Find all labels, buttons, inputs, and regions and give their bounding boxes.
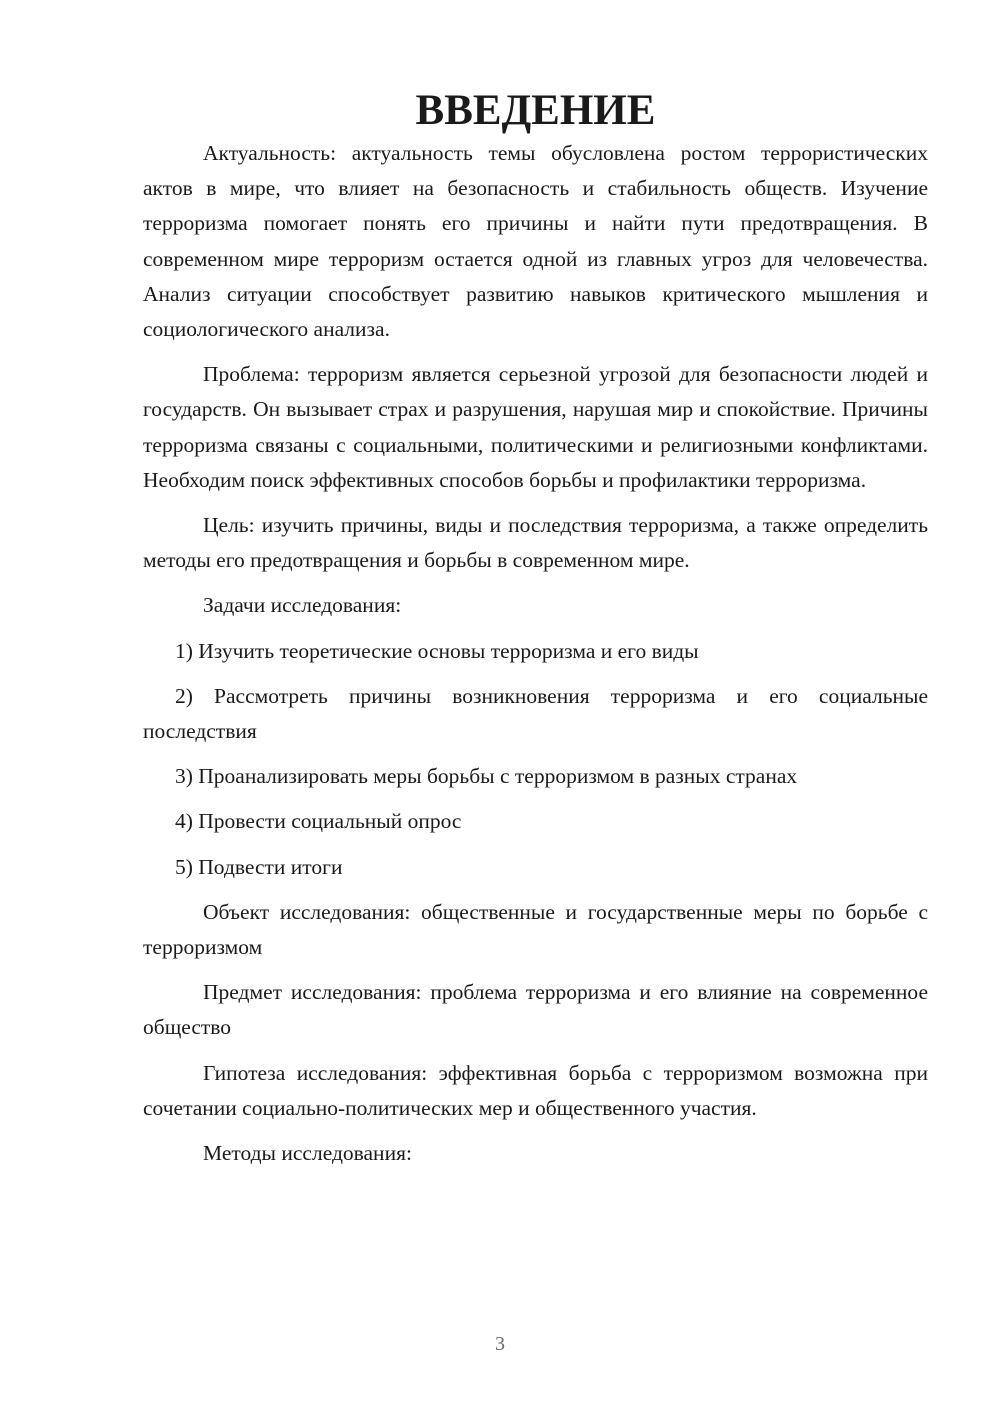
- methods-heading: Методы исследования:: [203, 1141, 412, 1166]
- page-content: [143, 87, 928, 1181]
- goal-paragraph: Цель: изучить причины, виды и последствия терроризма, а также определить методы его предотвращения и борьбы в современном мире.: [143, 513, 928, 573]
- object-paragraph: Объект исследования: общественные и государственные меры по борьбе с терроризмом: [143, 899, 928, 960]
- task-item: 5) Подвести итоги: [175, 854, 343, 879]
- task-item: 4) Провести социальный опрос: [175, 809, 462, 834]
- tasks-heading: Задачи исследования:: [203, 593, 402, 618]
- subject-paragraph: Предмет исследования: проблема терроризма и его влияние на современное общество: [143, 980, 928, 1040]
- task-item: 1) Изучить теоретические основы терроризма и его виды: [175, 638, 699, 663]
- tasks-list: [143, 634, 928, 885]
- problem-paragraph: Проблема: терроризм является серьезной угрозой для безопасности людей и государств. Он вызывает страх и разрушения, нарушая мир и спокойствие. Причины терроризма связаны с социальными, политическими и религиозными конфликтами. Необходим поиск эффективных способов борьбы и профилактики терроризма.: [143, 362, 928, 492]
- relevance-paragraph: Актуальность: актуальность темы обусловлена ростом террористических актов в мире, что влияет на безопасность и стабильность обществ. Изучение терроризма помогает понять его причины и найти пути предотвращения. В современном мире терроризм остается одной из главных угроз для человечества. Анализ ситуации способствует развитию навыков критического мышления и социологического анализа.: [143, 141, 928, 342]
- task-item: 2) Рассмотреть причины возникновения терроризма и его социальные последствия: [143, 683, 928, 744]
- hypothesis-paragraph: Гипотеза исследования: эффективная борьба с терроризмом возможна при сочетании социально-политических мер и общественного участия.: [143, 1060, 928, 1120]
- page-number: 3: [495, 1333, 505, 1355]
- section-title: ВВЕДЕНИЕ: [415, 87, 656, 134]
- task-item: 3) Проанализировать меры борьбы с терроризмом в разных странах: [175, 764, 798, 789]
